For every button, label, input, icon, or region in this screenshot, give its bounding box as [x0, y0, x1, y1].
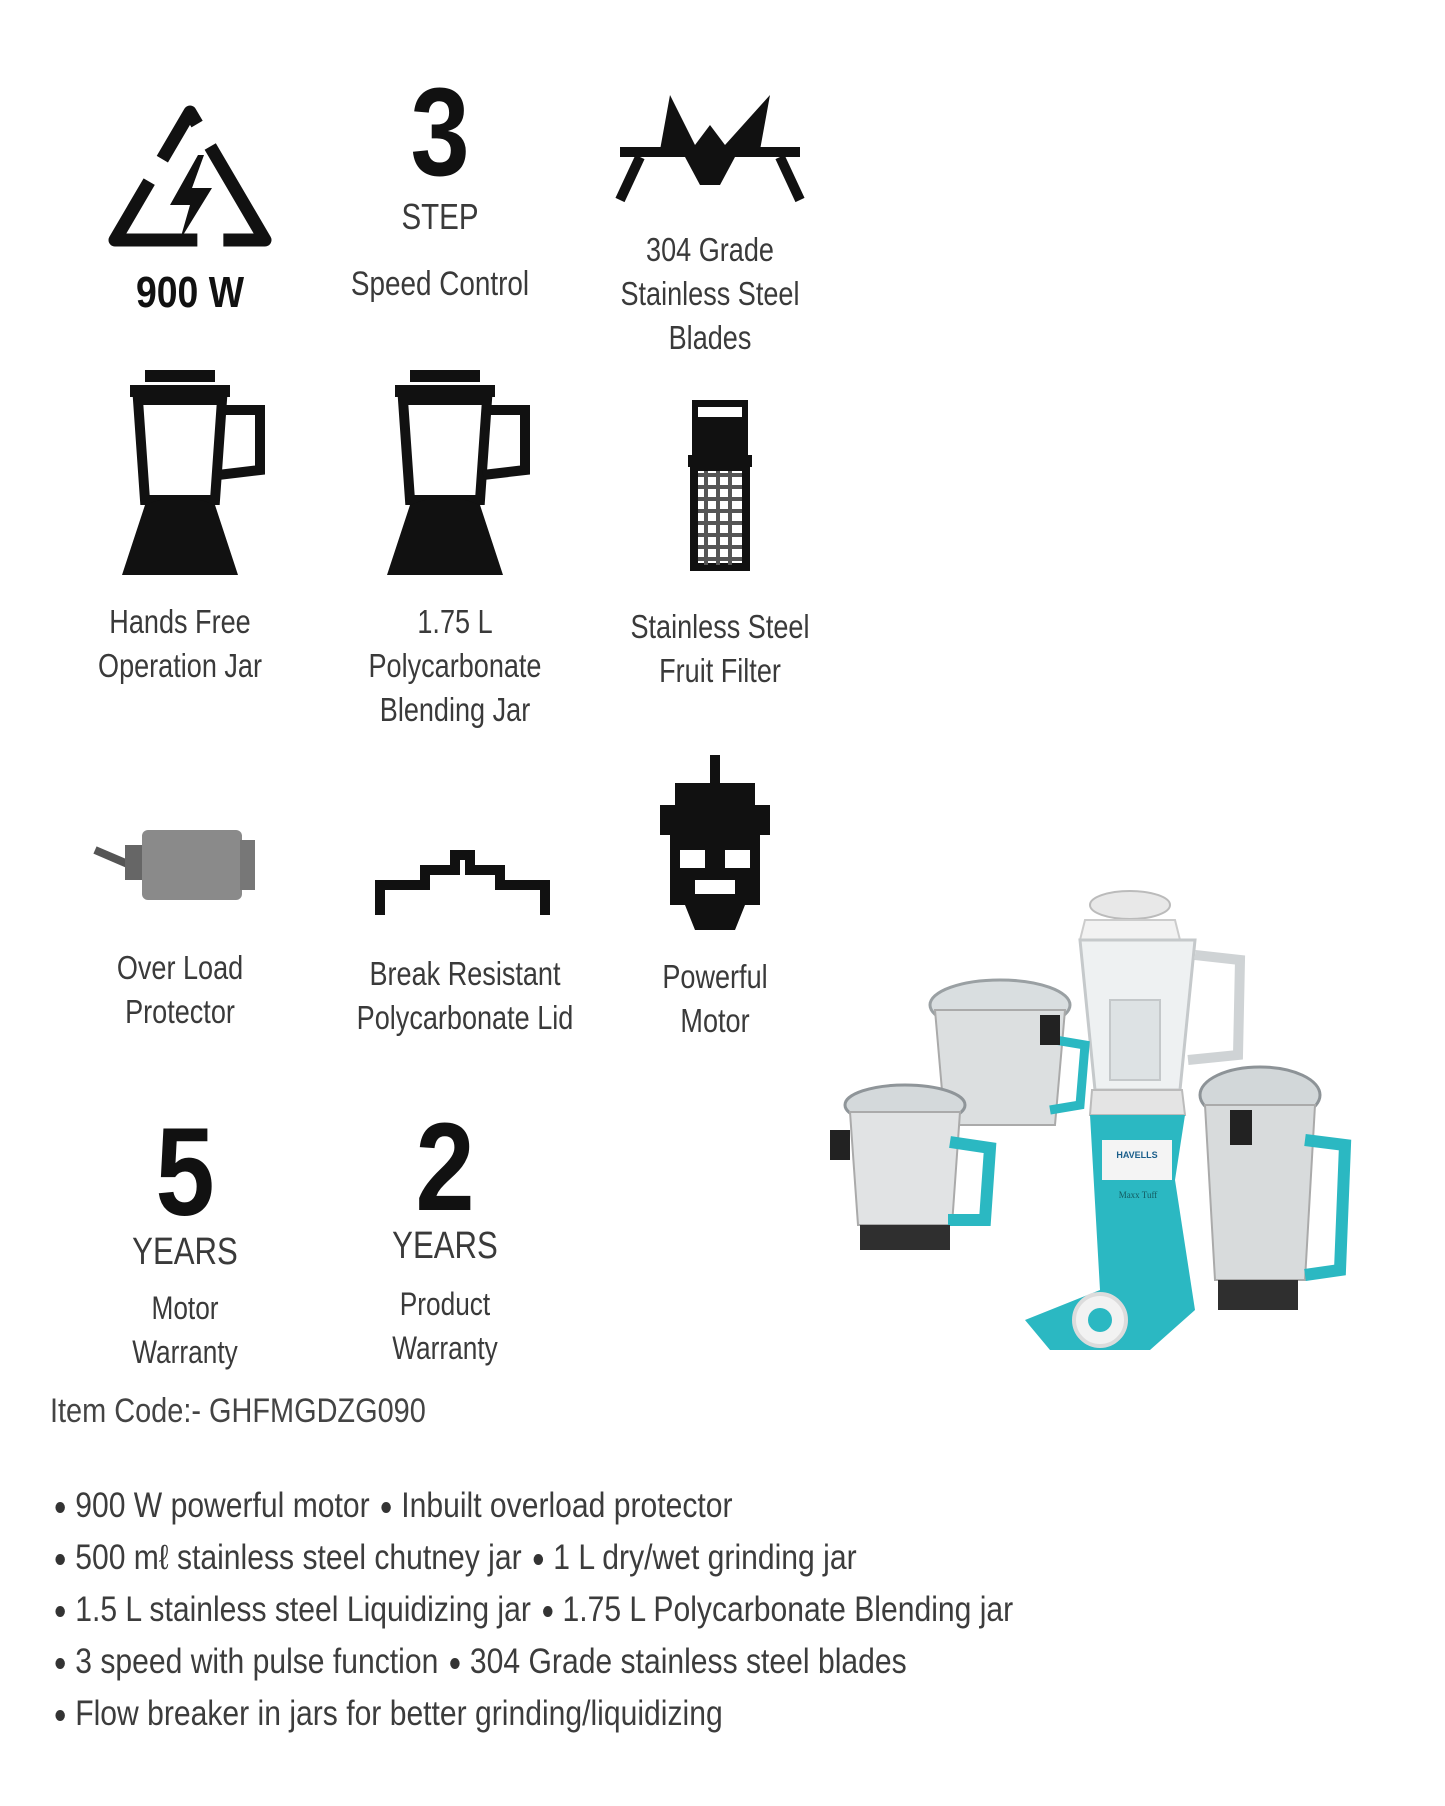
product-warranty-label: Product Warranty: [392, 1286, 498, 1366]
overload-label: Over Load Protector: [116, 949, 244, 1030]
speed-control-label: Speed Control: [350, 265, 530, 303]
motor-warranty-label: Motor Warranty: [132, 1290, 238, 1370]
plug-icon: [90, 820, 260, 910]
hands-free-label: Hands Free Operation Jar: [98, 603, 262, 684]
bullet-line: 1.5 L stainless steel Liquidizing jar 1.75 L Polycarbonate Blending jar: [52, 1584, 1013, 1636]
lightning-triangle-icon: [100, 100, 280, 260]
lid-icon: [375, 850, 550, 920]
model-label: Maxx Tuff: [1118, 1190, 1158, 1200]
item-code: Item Code:- GHFMGDZG090: [50, 1392, 426, 1430]
speed-number: 3: [410, 63, 470, 202]
motor-warranty-number: 5: [155, 1103, 215, 1242]
power-value: 900 W: [135, 268, 245, 317]
bullet-line: Flow breaker in jars for better grinding/liquidizing: [52, 1688, 1013, 1740]
blending-jar-label: 1.75 L Polycarbonate Blending Jar: [368, 603, 542, 728]
product-image: [800, 880, 1400, 1440]
bullet-line: 900 W powerful motor Inbuilt overload protector: [52, 1480, 1013, 1532]
product-warranty-number: 2: [415, 1098, 475, 1237]
motor-icon: [655, 755, 775, 935]
bullet-line: 3 speed with pulse function 304 Grade stainless steel blades: [52, 1636, 1013, 1688]
motor-warranty-unit: YEARS: [132, 1231, 238, 1273]
product-warranty-unit: YEARS: [392, 1225, 498, 1267]
speed-step-label: STEP: [401, 196, 479, 237]
feature-bullets: [52, 1480, 1013, 1740]
lid-label: Break Resistant Polycarbonate Lid: [356, 955, 574, 1036]
bullet-line: 500 mℓ stainless steel chutney jar 1 L dry/wet grinding jar: [52, 1532, 1013, 1584]
jar-icon: [385, 365, 535, 580]
blade-icon: [610, 85, 810, 210]
brand-logo: HAVELLS: [1116, 1150, 1158, 1160]
motor-label: Powerful Motor: [662, 958, 768, 1039]
blades-label: 304 Grade Stainless Steel Blades: [620, 231, 800, 356]
fruit-filter-label: Stainless Steel Fruit Filter: [630, 608, 810, 689]
jar-icon: [120, 365, 270, 580]
filter-icon: [680, 395, 760, 575]
